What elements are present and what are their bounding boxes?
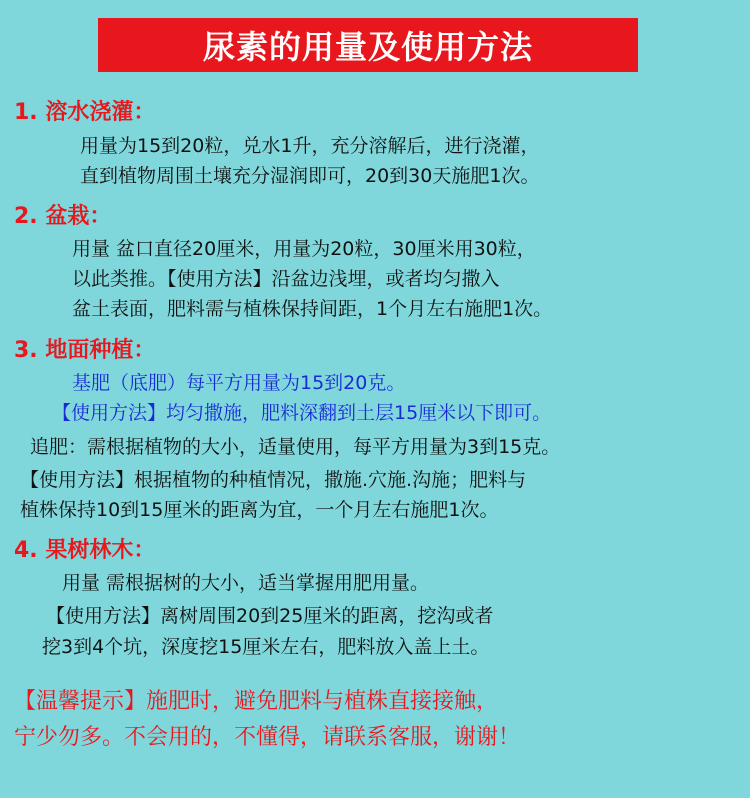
tip-line-1: 【温馨提示】施肥时，避免肥料与植株直接接触， — [14, 689, 499, 714]
section-4-line-1: 用量 需根据树的大小，适当掌握用肥用量。 — [62, 572, 430, 594]
section-1-line-2: 直到植物周围土壤充分湿润即可，20到30天施肥1次。 — [80, 165, 540, 187]
page-title: 尿素的用量及使用方法 — [202, 28, 533, 66]
section-4-heading: 4. 果树林木： — [14, 538, 156, 563]
section-4-line-2: 【使用方法】离树周围20到25厘米的距离，挖沟或者 — [46, 605, 494, 627]
section-4-line-3: 挖3到4个坑，深度挖15厘米左右，肥料放入盖上土。 — [42, 636, 490, 658]
section-2-heading: 2. 盆栽： — [14, 204, 112, 229]
section-2-line-2: 以此类推。【使用方法】沿盆边浅埋，或者均匀撒入 — [72, 268, 500, 290]
section-3-heading: 3. 地面种植： — [14, 338, 156, 363]
title-banner — [98, 18, 638, 72]
section-3-line-1: 追肥：需根据植物的大小，适量使用，每平方用量为3到15克。 — [30, 436, 561, 458]
section-1-heading: 1. 溶水浇灌： — [14, 100, 156, 125]
section-3-blue-line-1: 基肥（底肥）每平方用量为15到20克。 — [72, 372, 406, 394]
section-2-line-1: 用量 盆口直径20厘米，用量为20粒，30厘米用30粒， — [72, 238, 536, 260]
section-3-blue-line-2: 【使用方法】均匀撒施，肥料深翻到土层15厘米以下即可。 — [52, 402, 552, 424]
section-1-line-1: 用量为15到20粒，兑水1升，充分溶解后，进行浇灌， — [80, 135, 540, 157]
section-2-line-3: 盆土表面，肥料需与植株保持间距，1个月左右施肥1次。 — [72, 298, 553, 320]
tip-line-2: 宁少勿多。不会用的，不懂得，请联系客服，谢谢！ — [14, 725, 521, 750]
section-3-line-2: 【使用方法】根据植物的种植情况，撒施.穴施.沟施；肥料与 — [20, 469, 527, 491]
section-3-line-3: 植株保持10到15厘米的距离为宜，一个月左右施肥1次。 — [20, 499, 499, 521]
